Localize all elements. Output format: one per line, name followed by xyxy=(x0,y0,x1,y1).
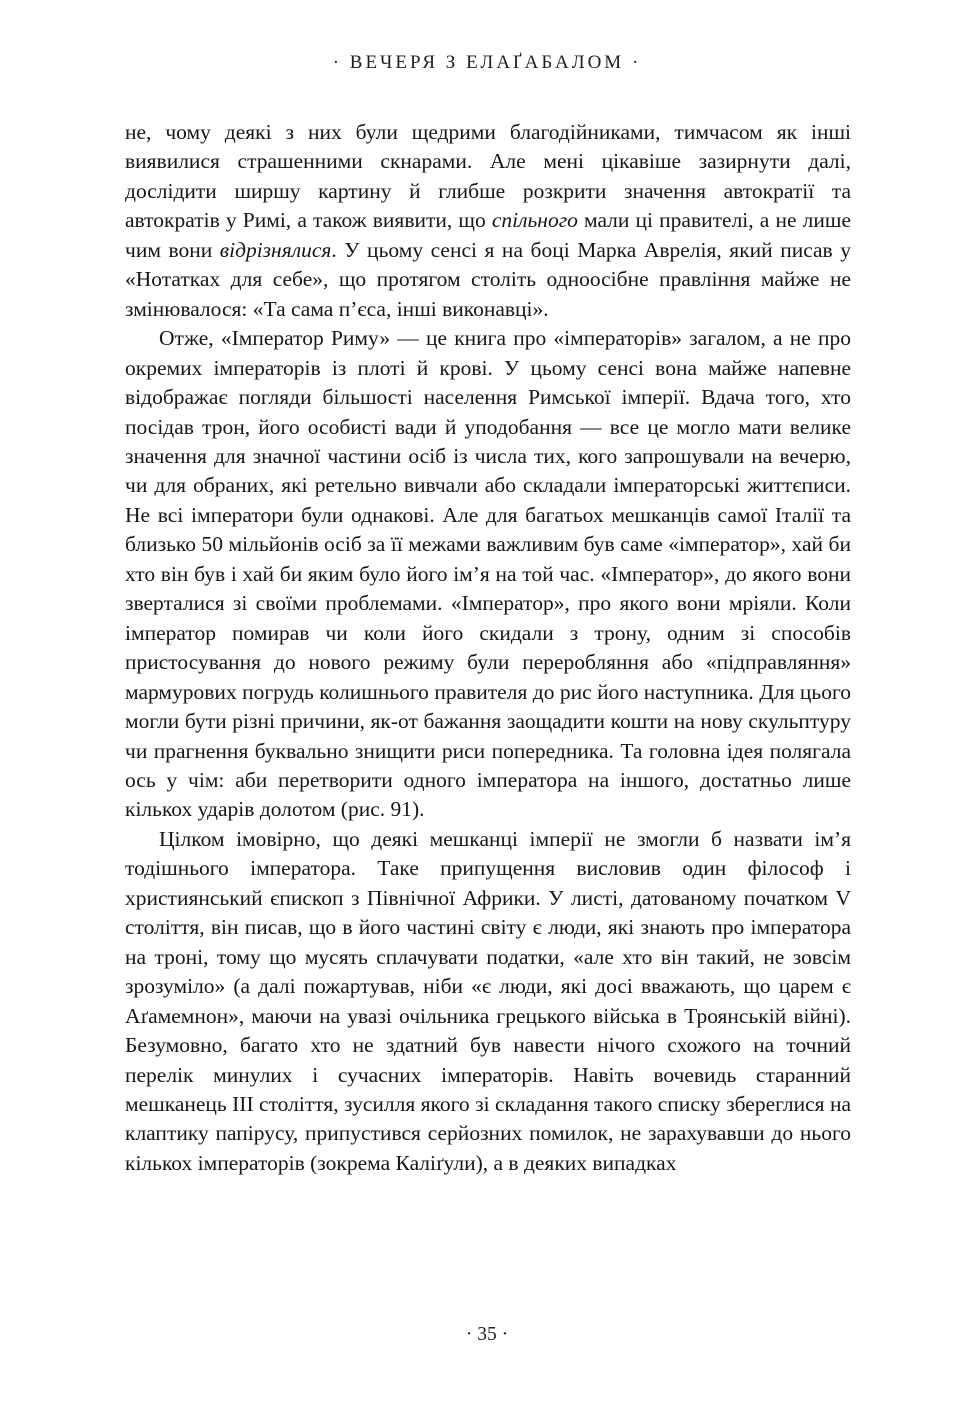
italic-text-run: спільного xyxy=(491,208,578,233)
paragraph xyxy=(125,324,851,825)
text-run: Отже, «Імператор Риму» — це книга про «імператорів» загалом, а не про окремих імператорів із плоті й крові. У цьому сенсі вона майже напевне відображає погляди більшості населення Римської імперії. Вдача того, хто посідав трон, його особисті вади й уподобання — все це могло мати велике значення для значної частини осіб із числа тих, кого запрошували на вечерю, чи для обраних, які ретельно вивчали або складали імператорські життєписи. Не всі імператори були однакові. Але для багатьох мешканців самої Італії та близько 50 мільйонів осіб за її межами важливим був саме «імператор», хай би хто він був і хай би яким було його ім’я на той час. «Імператор», до якого вони зверталися зі своїми проблемами. «Імператор», про якого вони мріяли. Коли імператор помирав чи коли його скидали з трону, одним зі способів пристосування до нового режиму були переробляння або «підправляння» мармурових погрудь колишнього правителя до рис його наступника. Для цього могли бути різні причини, як-от бажання заощадити кошти на нову скульптуру чи прагнення буквально знищити риси попередника. Та головна ідея полягала ось у чім: аби перетворити одного імператора на іншого, достатньо лише кількох ударів долотом (рис. 91). xyxy=(125,326,851,822)
body-text xyxy=(125,118,851,1178)
running-header: · ВЕЧЕРЯ З ЕЛАҐАБАЛОМ · xyxy=(332,52,642,73)
page-number: · 35 · xyxy=(465,1324,509,1345)
paragraph xyxy=(125,825,851,1178)
paragraph xyxy=(125,118,851,324)
text-run: не, чому деякі з них були щедрими благодійниками, тимчасом як інші виявилися страшенними скнарами. Але мені цікавіше зазирнути далі, дослідити ширшу картину й глибше розкрити значення автократії та автократів у Римі, а також виявити, що xyxy=(125,120,851,233)
text-run: Цілком імовірно, що деякі мешканці імперії не змогли б назвати ім’я тодішнього імператора. Таке припущення висловив один філософ і християнський єпископ з Північної Африки. У листі, датованому початком V століття, він писав, що в його частині світу є люди, які знають про імператора на троні, тому що мусять сплачувати податки, «але хто він такий, не зовсім зрозуміло» (а далі пожартував, ніби «є люди, які досі вважають, що царем є Аґамемнон», маючи на увазі очільника грецького війська в Троянській війні). Безумовно, багато хто не здатний був навести нічого схожого на точний перелік минулих і сучасних імператорів. Навіть вочевидь старанний мешканець III століття, зусилля якого зі складання такого списку збереглися на клаптику папірусу, припустився серйозних помилок, не зарахувавши до нього кількох імператорів (зокрема Каліґули), а в деяких випадках xyxy=(125,826,851,1175)
italic-text-run: відрізнялися xyxy=(219,237,332,262)
text-run: мали ці правителі, а не лише чим вони xyxy=(125,208,852,262)
text-run: . У цьому сенсі я на боці Марка Аврелія, який писав у «Нотатках для себе», що протягом століть одноосібне правління майже не змінювалося: «Та сама п’єса, інші виконавці». xyxy=(125,237,851,321)
